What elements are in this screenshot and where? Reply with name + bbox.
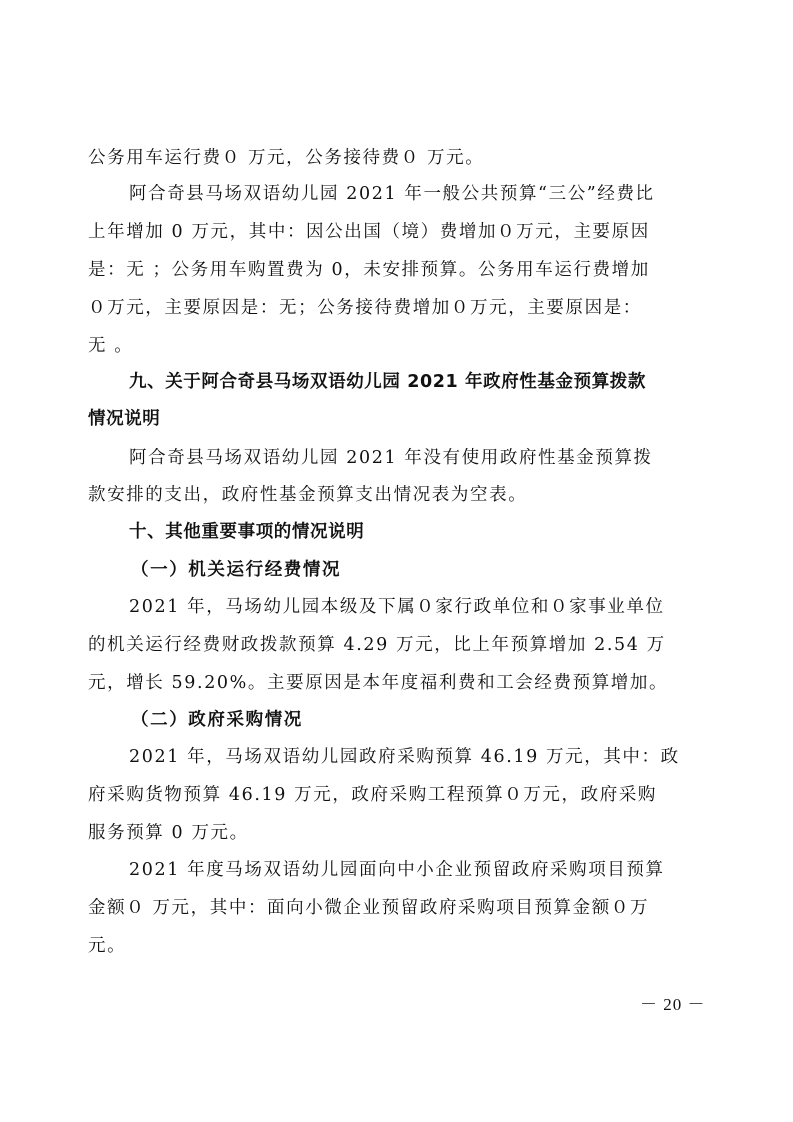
- paragraph-line: 服务预算 0 万元。: [88, 823, 249, 843]
- paragraph-line: 阿合奇县马场双语幼儿园 2021 年没有使用政府性基金预算拨: [129, 448, 653, 468]
- paragraph-line: 2021 年，马场幼儿园本级及下属０家行政单位和０家事业单位: [129, 597, 665, 617]
- paragraph-line: 公务用车运行费０ 万元，公务接待费０ 万元。: [88, 148, 485, 168]
- section-heading-10: 十、其他重要事项的情况说明: [129, 522, 365, 542]
- section-heading-9-cont: 情况说明: [88, 409, 161, 429]
- paragraph-line: 元，增长 59.20%。主要原因是本年度福利费和工会经费预算增加。: [88, 673, 669, 693]
- paragraph-line: 无 。: [88, 336, 134, 356]
- page-number: － 20 －: [640, 995, 706, 1014]
- paragraph-line: 款安排的支出，政府性基金预算支出情况表为空表。: [88, 485, 528, 505]
- subsection-heading-1: （一）机关运行经费情况: [131, 560, 342, 580]
- paragraph-line: ０万元，主要原因是：无；公务接待费增加０万元，主要原因是：: [88, 298, 642, 318]
- paragraph-line: 2021 年，马场双语幼儿园政府采购预算 46.19 万元，其中：政: [129, 747, 680, 767]
- paragraph-line: 阿合奇县马场双语幼儿园 2021 年一般公共预算“三公”经费比: [129, 184, 655, 204]
- paragraph-line: 是：无 ；公务用车购置费为 0，未安排预算。公务用车运行费增加: [88, 260, 650, 280]
- paragraph-line: 2021 年度马场双语幼儿园面向中小企业预留政府采购项目预算: [129, 860, 665, 880]
- paragraph-line: 的机关运行经费财政拨款预算 4.29 万元，比上年预算增加 2.54 万: [88, 635, 666, 655]
- paragraph-line: 金额０ 万元，其中：面向小微企业预留政府采购项目预算金额０万: [88, 898, 650, 918]
- paragraph-line: 上年增加 0 万元，其中：因公出国（境）费增加０万元，主要原因: [88, 222, 650, 242]
- paragraph-line: 元。: [88, 936, 127, 956]
- section-heading-9: 九、关于阿合奇县马场双语幼儿园 2021 年政府性基金预算拨款: [129, 372, 646, 392]
- paragraph-line: 府采购货物预算 46.19 万元，政府采购工程预算０万元，政府采购: [88, 785, 658, 805]
- subsection-heading-2: （二）政府采购情况: [131, 710, 303, 730]
